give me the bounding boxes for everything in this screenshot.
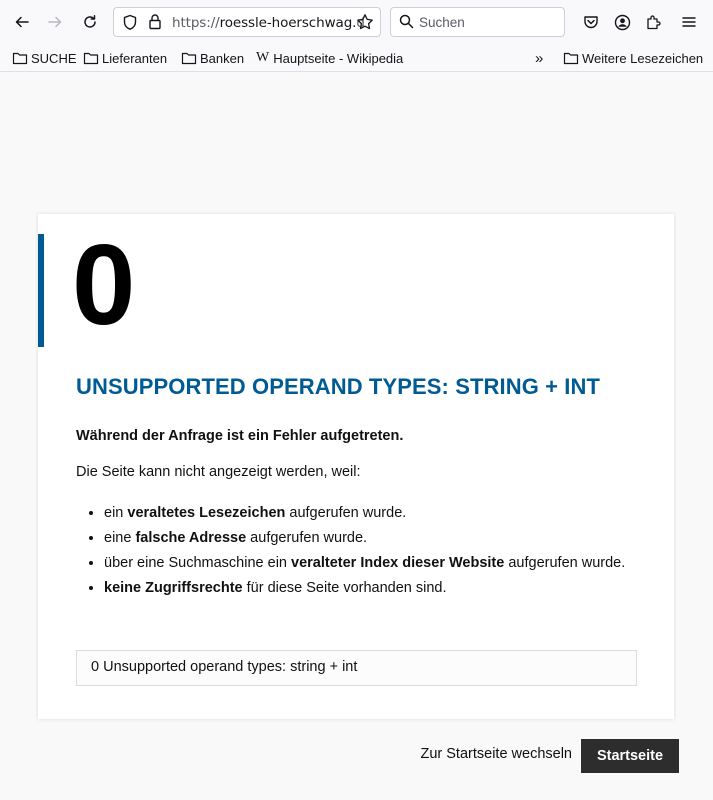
- bookmark-wikipedia[interactable]: [256, 48, 403, 68]
- wikipedia-icon: W: [256, 50, 270, 65]
- reason-list: [76, 501, 636, 601]
- extensions-button[interactable]: [640, 9, 666, 35]
- folder-icon: [83, 51, 99, 65]
- puzzle-extensions-icon: [645, 14, 662, 31]
- bookmark-folder-banken[interactable]: [181, 48, 244, 68]
- pocket-button[interactable]: [578, 9, 604, 35]
- reload-icon: [82, 14, 98, 30]
- search-placeholder: Suchen: [419, 15, 465, 30]
- reload-button[interactable]: [76, 8, 104, 36]
- error-detail-box: [76, 650, 637, 686]
- list-item: • eine falsche Adresse aufgerufen wurde.: [104, 526, 636, 551]
- bookmark-folder-other[interactable]: [563, 48, 703, 68]
- account-icon: [614, 14, 631, 31]
- list-item: • über eine Suchmaschine ein veralteter Index dieser Website aufgerufen wurde.: [104, 551, 636, 576]
- error-detail-text: 0 Unsupported operand types: string + int: [91, 659, 358, 675]
- bookmarks-overflow-button[interactable]: [535, 48, 543, 68]
- error-code: 0: [72, 222, 136, 349]
- back-button[interactable]: [8, 8, 36, 36]
- page-content: [0, 72, 713, 800]
- url-bar[interactable]: [113, 7, 381, 37]
- forward-arrow-icon: [47, 14, 63, 30]
- bookmark-label: Hauptseite - Wikipedia: [273, 50, 404, 66]
- bookmark-folder-suche[interactable]: [12, 48, 77, 68]
- lock-icon[interactable]: [148, 13, 162, 30]
- folder-icon: [181, 51, 197, 65]
- startseite-button[interactable]: Startseite: [581, 739, 679, 773]
- bookmark-label: SUCHE: [31, 50, 77, 66]
- bookmarks-toolbar: [0, 44, 713, 71]
- bookmark-label: Weitere Lesezeichen: [582, 50, 704, 66]
- bookmark-label: Banken: [200, 50, 245, 66]
- hamburger-menu-icon: [682, 15, 696, 29]
- list-item: • ein veraltetes Lesezeichen aufgerufen wurde.: [104, 501, 636, 526]
- navigation-bar: [0, 0, 713, 44]
- bookmark-star-icon[interactable]: [356, 13, 374, 31]
- app-menu-button[interactable]: [676, 9, 702, 35]
- home-hint-text: Zur Startseite wechseln: [420, 746, 572, 762]
- bookmark-label: Lieferanten: [102, 50, 168, 66]
- back-arrow-icon: [14, 14, 30, 30]
- accent-bar: [38, 234, 44, 347]
- search-icon: [399, 14, 414, 29]
- pocket-icon: [583, 14, 599, 30]
- error-lead: Während der Anfrage ist ein Fehler aufgetreten.: [76, 428, 404, 444]
- bookmark-folder-lieferanten[interactable]: [83, 48, 167, 68]
- chevron-double-right-icon: »: [535, 49, 544, 67]
- folder-icon: [563, 51, 579, 65]
- forward-button[interactable]: [41, 8, 69, 36]
- folder-icon: [12, 51, 28, 65]
- error-title: UNSUPPORTED OPERAND TYPES: STRING + INT: [76, 374, 601, 399]
- error-intro: Die Seite kann nicht angezeigt werden, weil:: [76, 464, 361, 480]
- error-card: [38, 214, 674, 719]
- browser-toolbar: [0, 0, 713, 72]
- account-button[interactable]: [609, 9, 635, 35]
- search-bar[interactable]: [390, 7, 565, 37]
- list-item: • keine Zugriffsrechte für diese Seite vorhanden sind.: [104, 576, 636, 601]
- tracking-protection-shield-icon[interactable]: [122, 14, 138, 31]
- url-text[interactable]: https://roessle-hoerschwag.d: [172, 15, 365, 31]
